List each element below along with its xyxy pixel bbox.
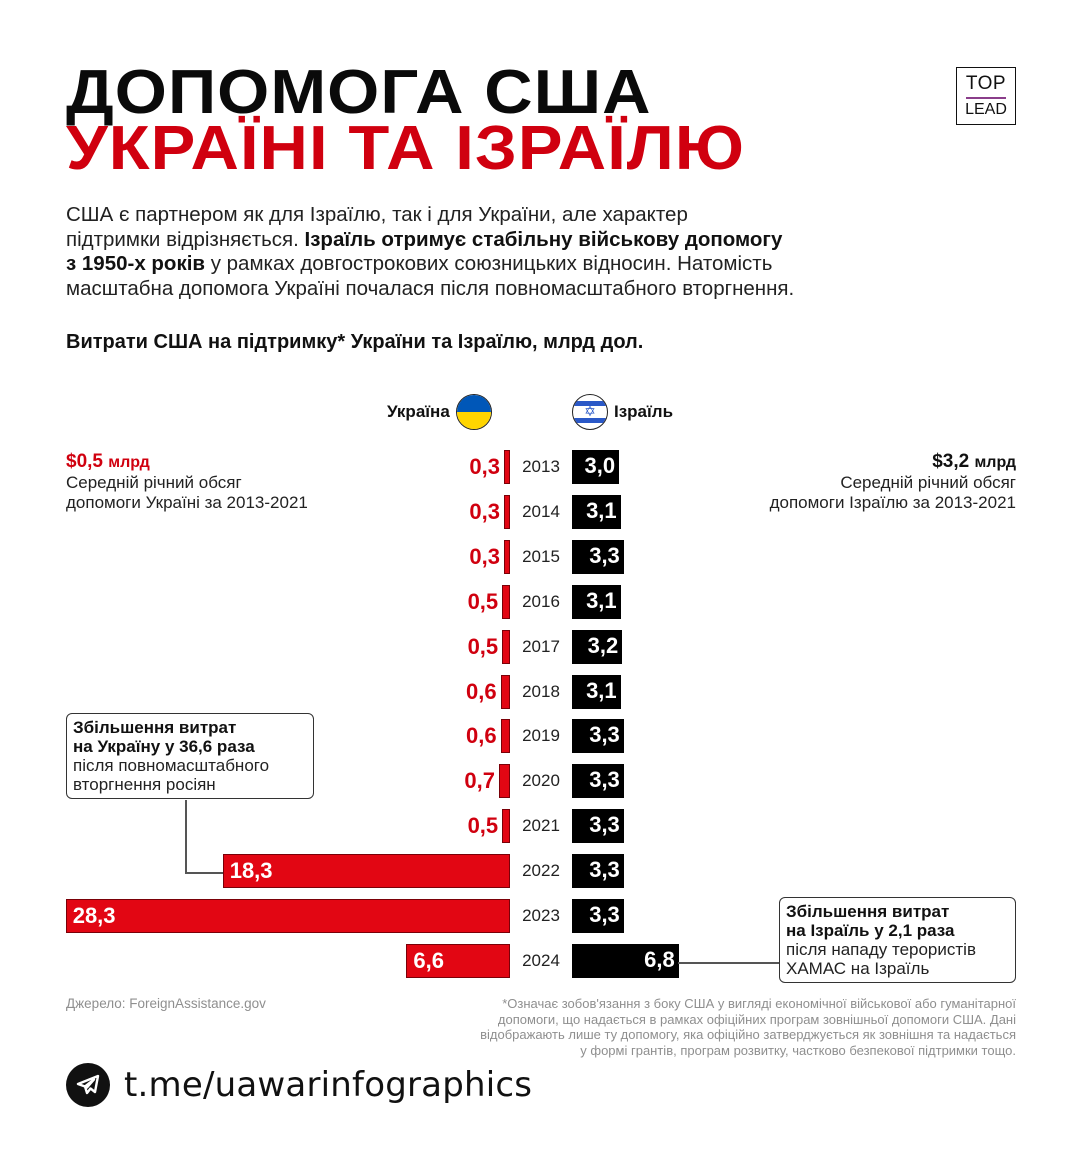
israel-callout-bold-2: на Ізраїль у 2,1 раза [786, 921, 955, 940]
year-label: 2023 [522, 906, 560, 925]
israel-flag-icon: ✡ [572, 394, 608, 430]
chart-row [0, 538, 1080, 578]
ukraine-bar [66, 899, 510, 933]
year-label: 2013 [522, 457, 560, 476]
intro-paragraph [66, 203, 1026, 301]
ukraine-callout-text-2: вторгнення росіян [73, 775, 216, 794]
year-label: 2020 [522, 771, 560, 791]
ukraine-value-label: 0,5 [467, 813, 499, 839]
israel-bar [572, 809, 624, 843]
chart-title: Витрати США на підтримку* України та Ізраїлю, млрд дол. [66, 331, 644, 353]
israel-value-label: 3,1 [586, 677, 617, 703]
ukraine-callout-bold-1: Збільшення витрат [73, 718, 237, 737]
source-note: Джерело: ForeignAssistance.gov [66, 996, 266, 1011]
intro-line-2 [66, 228, 1026, 253]
israel-average-desc-1: Середній річний обсяг [840, 473, 1016, 492]
israel-callout-bold-1: Збільшення витрат [786, 902, 950, 921]
telegram-link[interactable] [66, 1063, 532, 1107]
ukraine-value-label: 28,3 [72, 903, 116, 928]
chart-row [0, 673, 1080, 713]
ukraine-value-label: 0,3 [469, 498, 500, 524]
logo-bottom-text: LEAD [965, 100, 1007, 118]
intro-line-3-bold: з 1950-х років [66, 252, 206, 275]
ukraine-average-desc-1: Середній річний обсяг [66, 473, 242, 492]
year-label: 2021 [522, 816, 560, 836]
ukraine-average-desc-2: допомоги Україні за 2013-2021 [66, 493, 308, 512]
israel-callout-text-2: ХАМАС на Ізраїль [786, 959, 930, 978]
chart-row [0, 628, 1080, 668]
footnote-line-1: *Означає зобов'язання з боку США у вигляді економічної військової або гуманітарної [502, 996, 1016, 1011]
legend-ukraine-label: Україна [387, 402, 450, 421]
chart-row [0, 807, 1080, 847]
chart-row [0, 448, 1080, 488]
footnote-line-3: відображають лише ту допомогу, яка офіційно затверджується як зовнішня та надається [480, 1027, 1016, 1042]
israel-bar [572, 630, 622, 664]
israel-value-label: 3,2 [587, 632, 619, 658]
intro-line-1: США є партнером як для Ізраїлю, так і для України, але характер [66, 203, 688, 226]
logo-divider [966, 97, 1006, 99]
israel-value-label: 6,8 [644, 946, 675, 972]
ukraine-value-label: 0,7 [464, 768, 496, 794]
ukraine-value-label: 0,5 [467, 588, 499, 614]
year-label: 2022 [522, 861, 560, 881]
israel-average-amount: $3,2 [932, 451, 970, 472]
israel-average-desc-2: допомоги Ізраїлю за 2013-2021 [769, 493, 1016, 512]
ukraine-bar [504, 540, 510, 574]
israel-value-label: 3,1 [586, 497, 617, 523]
intro-line-2-bold: Ізраїль отримує стабільну військову допомогу [304, 227, 783, 251]
ukraine-bar [501, 675, 510, 709]
legend-israel [572, 394, 673, 430]
ukraine-callout-text-1: після повномасштабного [73, 756, 270, 775]
ukraine-bar [504, 495, 510, 529]
ukraine-flag-icon [456, 394, 492, 430]
israel-value-label: 3,3 [589, 812, 620, 838]
israel-value-label: 3,1 [586, 587, 617, 613]
intro-line-3 [66, 252, 1026, 277]
israel-bar [572, 944, 679, 978]
logo-top-text: TOP [965, 72, 1007, 94]
year-label: 2018 [522, 681, 560, 701]
ukraine-bar [502, 809, 510, 843]
toplead-logo [956, 67, 1016, 125]
israel-bar [572, 495, 621, 529]
israel-value-label: 3,0 [584, 453, 616, 478]
legend-ukraine [387, 394, 492, 430]
year-label: 2015 [522, 546, 560, 566]
israel-average-unit: млрд [974, 454, 1016, 471]
title-line-1: ДОПОМОГА США [66, 58, 652, 127]
intro-line-2-normal: підтримки відрізняється. [66, 227, 305, 251]
chart-row [0, 583, 1080, 623]
israel-bar [572, 899, 624, 933]
ukraine-increase-callout [66, 713, 314, 799]
israel-bar [572, 450, 619, 484]
legend-israel-label: Ізраїль [614, 402, 674, 421]
ukraine-bar [499, 764, 510, 798]
ukraine-value-label: 6,6 [413, 947, 444, 973]
ukraine-average-unit: млрд [108, 454, 150, 471]
telegram-url[interactable]: t.me/uawarinfographics [124, 1065, 533, 1105]
ukraine-bar [406, 944, 510, 978]
ukraine-value-label: 0,3 [469, 454, 500, 479]
israel-increase-callout [779, 897, 1016, 983]
ukraine-callout-connector-vertical [185, 800, 187, 873]
title-line-2: УКРАЇНІ ТА ІЗРАЇЛЮ [66, 114, 745, 183]
ukraine-value-label: 18,3 [229, 858, 273, 884]
ukraine-bar [501, 719, 510, 753]
year-label: 2019 [522, 726, 560, 746]
year-label: 2017 [522, 636, 560, 656]
israel-callout-text-1: після нападу терористів [786, 940, 976, 959]
ukraine-callout-bold-2: на Україну у 36,6 раза [73, 737, 255, 756]
ukraine-value-label: 0,6 [466, 723, 497, 749]
ukraine-bar [504, 450, 510, 484]
israel-callout-connector [678, 962, 779, 964]
ukraine-average-amount: $0,5 [66, 451, 103, 472]
israel-value-label: 3,3 [589, 722, 620, 748]
footnote-line-2: допомоги, що надається в рамках офіційних програм зовнішньої допомоги США. Дані [497, 1011, 1016, 1027]
intro-line-4: масштабна допомога Україні почалася після повномасштабного вторгнення. [66, 276, 795, 300]
ukraine-callout-connector-horizontal [185, 872, 223, 874]
year-label: 2016 [522, 591, 560, 611]
israel-value-label: 3,3 [589, 857, 620, 883]
israel-bar [572, 719, 624, 753]
intro-line-3-normal: у рамках довгострокових союзницьких відносин. Натомість [205, 252, 773, 275]
israel-bar [572, 675, 621, 709]
ukraine-bar [223, 854, 510, 888]
ukraine-value-label: 0,3 [469, 543, 500, 569]
telegram-icon [66, 1063, 110, 1107]
ukraine-bar [502, 585, 510, 619]
israel-value-label: 3,3 [589, 542, 620, 568]
israel-value-label: 3,3 [589, 767, 620, 793]
israel-bar [572, 764, 624, 798]
chart-row [0, 493, 1080, 533]
footnote [376, 996, 1016, 1058]
israel-bar [572, 585, 621, 619]
ukraine-value-label: 0,6 [466, 678, 497, 704]
israel-value-label: 3,3 [589, 902, 620, 927]
ukraine-value-label: 0,5 [467, 633, 499, 659]
israel-bar [572, 540, 624, 574]
ukraine-bar [502, 630, 510, 664]
israel-bar [572, 854, 624, 888]
year-label: 2024 [522, 950, 560, 970]
chart-row [0, 852, 1080, 892]
footnote-line-4: у формі грантів, програм розвитку, частково безпекової підтримки тощо. [580, 1042, 1016, 1058]
year-label: 2014 [522, 501, 560, 521]
